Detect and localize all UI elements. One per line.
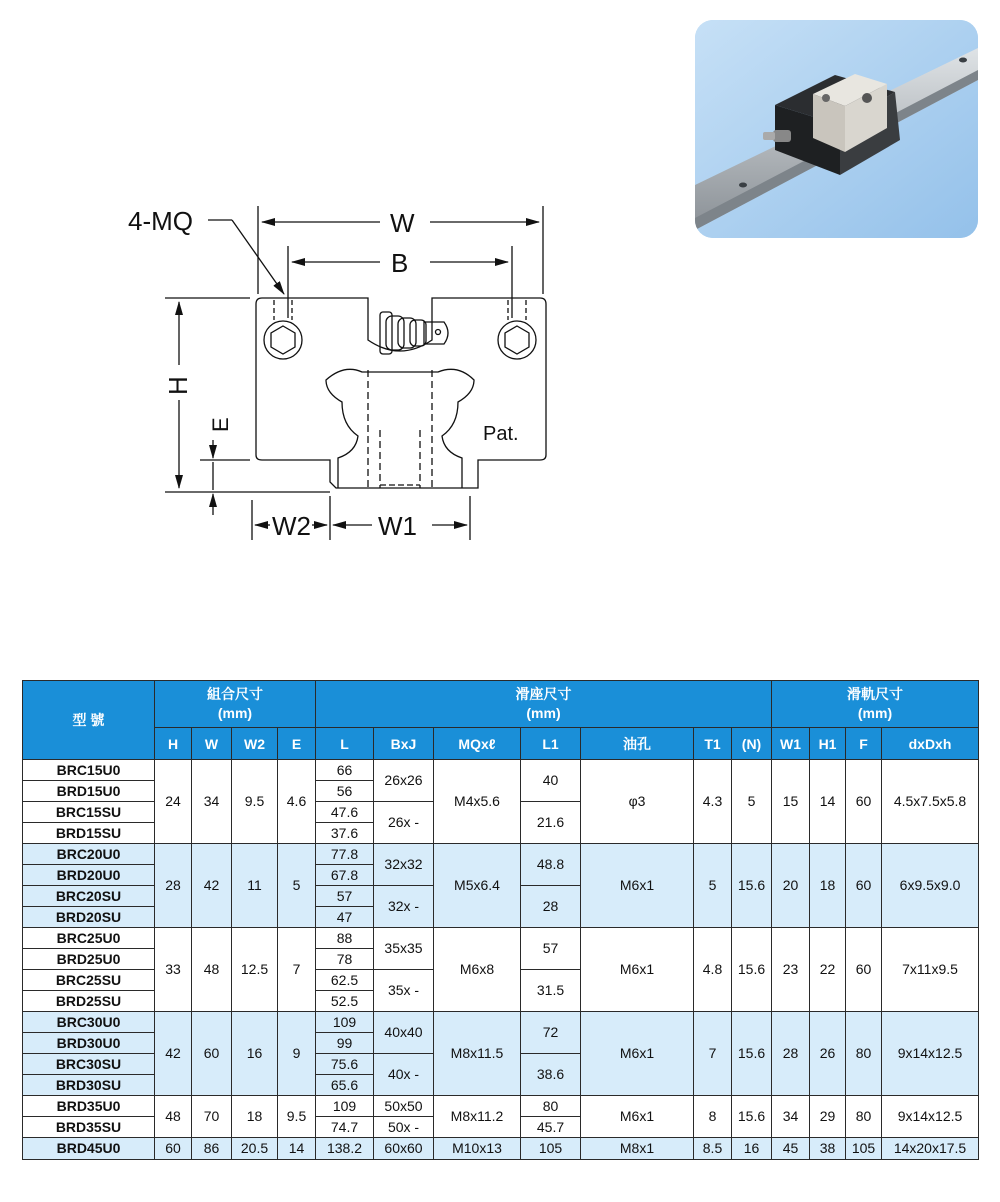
grease-nipple	[380, 312, 448, 354]
cell-w: 42	[192, 844, 232, 928]
col-w2: W2	[232, 728, 278, 760]
header-rail: 滑軌尺寸 (mm)	[772, 681, 979, 728]
cell-t1: 4.8	[694, 928, 732, 1012]
product-photo	[695, 20, 978, 238]
cell-l: 47	[316, 907, 374, 928]
cell-h: 24	[155, 760, 192, 844]
cell-bxj: 35x -	[374, 970, 434, 1012]
cell-l: 52.5	[316, 991, 374, 1012]
cell-w: 86	[192, 1138, 232, 1160]
table-row	[23, 928, 979, 949]
cell-e: 7	[278, 928, 316, 1012]
group-25	[23, 928, 979, 1012]
group-30	[23, 1012, 979, 1096]
col-oil-hole: 油孔	[581, 728, 694, 760]
cell-l1: 72	[521, 1012, 581, 1054]
cell-h1: 29	[810, 1096, 846, 1138]
cell-bxj: 26x26	[374, 760, 434, 802]
cell-h1: 18	[810, 844, 846, 928]
cell-l: 67.8	[316, 865, 374, 886]
cell-mq: M4x5.6	[434, 760, 521, 844]
model-cell: BRD25U0	[23, 949, 155, 970]
col-l1: L1	[521, 728, 581, 760]
col-w: W	[192, 728, 232, 760]
cell-e: 14	[278, 1138, 316, 1160]
cell-w2: 9.5	[232, 760, 278, 844]
label-w1: W1	[378, 511, 417, 541]
model-cell: BRD30SU	[23, 1075, 155, 1096]
group-20	[23, 844, 979, 928]
label-b: B	[391, 248, 409, 278]
cell-w1: 28	[772, 1012, 810, 1096]
cell-oil-hole: M6x1	[581, 1012, 694, 1096]
cell-l1: 38.6	[521, 1054, 581, 1096]
model-cell: BRC15SU	[23, 802, 155, 823]
cell-t1: 8.5	[694, 1138, 732, 1160]
cell-oil-hole: M6x1	[581, 928, 694, 1012]
cell-h1: 14	[810, 760, 846, 844]
cell-w2: 18	[232, 1096, 278, 1138]
cell-l: 56	[316, 781, 374, 802]
cell-bxj: 35x35	[374, 928, 434, 970]
cell-bxj: 50x -	[374, 1117, 434, 1138]
cell-t1: 5	[694, 844, 732, 928]
cell-h1: 22	[810, 928, 846, 1012]
cell-l: 37.6	[316, 823, 374, 844]
cell-f: 80	[846, 1096, 882, 1138]
cell-n: 15.6	[732, 928, 772, 1012]
cell-l1: 48.8	[521, 844, 581, 886]
col-dxdxh: dxDxh	[882, 728, 979, 760]
cell-h1: 38	[810, 1138, 846, 1160]
rail-profile	[326, 369, 474, 488]
mount-hole-right	[498, 300, 536, 359]
group-45	[23, 1138, 979, 1160]
block-outline	[256, 298, 546, 488]
model-cell: BRD30U0	[23, 1033, 155, 1054]
cell-l: 99	[316, 1033, 374, 1054]
col-n: (N)	[732, 728, 772, 760]
cell-n: 5	[732, 760, 772, 844]
cell-h: 60	[155, 1138, 192, 1160]
label-w: W	[390, 208, 415, 238]
model-cell: BRC15U0	[23, 760, 155, 781]
cell-l: 65.6	[316, 1075, 374, 1096]
cell-l: 78	[316, 949, 374, 970]
cell-w1: 45	[772, 1138, 810, 1160]
cell-dxdxh: 4.5x7.5x5.8	[882, 760, 979, 844]
cell-mq: M8x11.5	[434, 1012, 521, 1096]
cell-f: 105	[846, 1138, 882, 1160]
model-cell: BRD35SU	[23, 1117, 155, 1138]
col-f: F	[846, 728, 882, 760]
cell-l1: 31.5	[521, 970, 581, 1012]
cell-mq: M10x13	[434, 1138, 521, 1160]
cell-h: 33	[155, 928, 192, 1012]
header-block: 滑座尺寸 (mm)	[316, 681, 772, 728]
group-15	[23, 760, 979, 844]
cell-e: 9.5	[278, 1096, 316, 1138]
cell-w: 48	[192, 928, 232, 1012]
cell-l1: 80	[521, 1096, 581, 1117]
cell-w1: 20	[772, 844, 810, 928]
cell-w2: 16	[232, 1012, 278, 1096]
cell-f: 60	[846, 844, 882, 928]
cell-l1: 45.7	[521, 1117, 581, 1138]
cell-w2: 20.5	[232, 1138, 278, 1160]
col-bxj: BxJ	[374, 728, 434, 760]
cell-f: 60	[846, 928, 882, 1012]
header-assembly: 組合尺寸 (mm)	[155, 681, 316, 728]
cell-t1: 7	[694, 1012, 732, 1096]
cell-l1: 28	[521, 886, 581, 928]
cell-l: 88	[316, 928, 374, 949]
cell-bxj: 50x50	[374, 1096, 434, 1117]
cell-l: 74.7	[316, 1117, 374, 1138]
cell-bxj: 40x -	[374, 1054, 434, 1096]
header-model: 型 號	[23, 681, 155, 760]
cell-n: 15.6	[732, 1096, 772, 1138]
cell-l1: 105	[521, 1138, 581, 1160]
table-row	[23, 1096, 979, 1117]
model-cell: BRD25SU	[23, 991, 155, 1012]
model-cell: BRC30SU	[23, 1054, 155, 1075]
label-h: H	[163, 376, 193, 395]
cell-w: 60	[192, 1012, 232, 1096]
cell-dxdxh: 9x14x12.5	[882, 1012, 979, 1096]
model-cell: BRD35U0	[23, 1096, 155, 1117]
cell-l: 109	[316, 1012, 374, 1033]
dimension-drawing	[0, 0, 660, 600]
cell-dxdxh: 9x14x12.5	[882, 1096, 979, 1138]
cell-bxj: 26x -	[374, 802, 434, 844]
cell-l: 57	[316, 886, 374, 907]
cell-l: 77.8	[316, 844, 374, 865]
table-row	[23, 844, 979, 865]
cell-e: 5	[278, 844, 316, 928]
cell-oil-hole: M6x1	[581, 844, 694, 928]
cell-dxdxh: 14x20x17.5	[882, 1138, 979, 1160]
model-cell: BRD20SU	[23, 907, 155, 928]
col-w1: W1	[772, 728, 810, 760]
cell-f: 80	[846, 1012, 882, 1096]
model-cell: BRC20U0	[23, 844, 155, 865]
model-cell: BRC25U0	[23, 928, 155, 949]
model-cell: BRC25SU	[23, 970, 155, 991]
table-row	[23, 1012, 979, 1033]
cell-l: 66	[316, 760, 374, 781]
cell-dxdxh: 7x11x9.5	[882, 928, 979, 1012]
spec-table	[22, 680, 979, 1160]
label-pat: Pat.	[483, 423, 519, 445]
cell-w2: 11	[232, 844, 278, 928]
col-mq: MQxℓ	[434, 728, 521, 760]
cell-mq: M6x8	[434, 928, 521, 1012]
cell-w: 34	[192, 760, 232, 844]
cell-w1: 34	[772, 1096, 810, 1138]
model-cell: BRD15U0	[23, 781, 155, 802]
cell-w1: 15	[772, 760, 810, 844]
cell-oil-hole: M6x1	[581, 1096, 694, 1138]
cell-mq: M8x11.2	[434, 1096, 521, 1138]
cell-n: 16	[732, 1138, 772, 1160]
label-e: E	[208, 417, 233, 432]
cell-bxj: 32x -	[374, 886, 434, 928]
cell-l: 62.5	[316, 970, 374, 991]
cell-dxdxh: 6x9.5x9.0	[882, 844, 979, 928]
cell-mq: M5x6.4	[434, 844, 521, 928]
model-cell: BRD20U0	[23, 865, 155, 886]
model-cell: BRC30U0	[23, 1012, 155, 1033]
cell-bxj: 40x40	[374, 1012, 434, 1054]
cell-e: 9	[278, 1012, 316, 1096]
cell-l1: 57	[521, 928, 581, 970]
col-h: H	[155, 728, 192, 760]
cell-bxj: 32x32	[374, 844, 434, 886]
cell-l: 47.6	[316, 802, 374, 823]
model-cell: BRC20SU	[23, 886, 155, 907]
table-row	[23, 1138, 979, 1160]
cell-w1: 23	[772, 928, 810, 1012]
cell-e: 4.6	[278, 760, 316, 844]
cell-l1: 40	[521, 760, 581, 802]
cell-oil-hole: M8x1	[581, 1138, 694, 1160]
cell-h: 48	[155, 1096, 192, 1138]
cell-l: 75.6	[316, 1054, 374, 1075]
cell-w: 70	[192, 1096, 232, 1138]
cell-l: 109	[316, 1096, 374, 1117]
cell-bxj: 60x60	[374, 1138, 434, 1160]
cell-oil-hole: φ3	[581, 760, 694, 844]
col-h1: H1	[810, 728, 846, 760]
cell-t1: 8	[694, 1096, 732, 1138]
label-mq: 4-MQ	[128, 206, 193, 236]
cell-h1: 26	[810, 1012, 846, 1096]
cell-l1: 21.6	[521, 802, 581, 844]
col-t1: T1	[694, 728, 732, 760]
col-l: L	[316, 728, 374, 760]
col-e: E	[278, 728, 316, 760]
cell-l: 138.2	[316, 1138, 374, 1160]
model-cell: BRD45U0	[23, 1138, 155, 1160]
cell-f: 60	[846, 760, 882, 844]
cell-n: 15.6	[732, 1012, 772, 1096]
cell-n: 15.6	[732, 844, 772, 928]
table-row	[23, 760, 979, 781]
cell-h: 42	[155, 1012, 192, 1096]
cell-w2: 12.5	[232, 928, 278, 1012]
label-w2: W2	[272, 511, 311, 541]
group-35	[23, 1096, 979, 1138]
cell-t1: 4.3	[694, 760, 732, 844]
cell-h: 28	[155, 844, 192, 928]
model-cell: BRD15SU	[23, 823, 155, 844]
mount-hole-left	[264, 300, 302, 359]
